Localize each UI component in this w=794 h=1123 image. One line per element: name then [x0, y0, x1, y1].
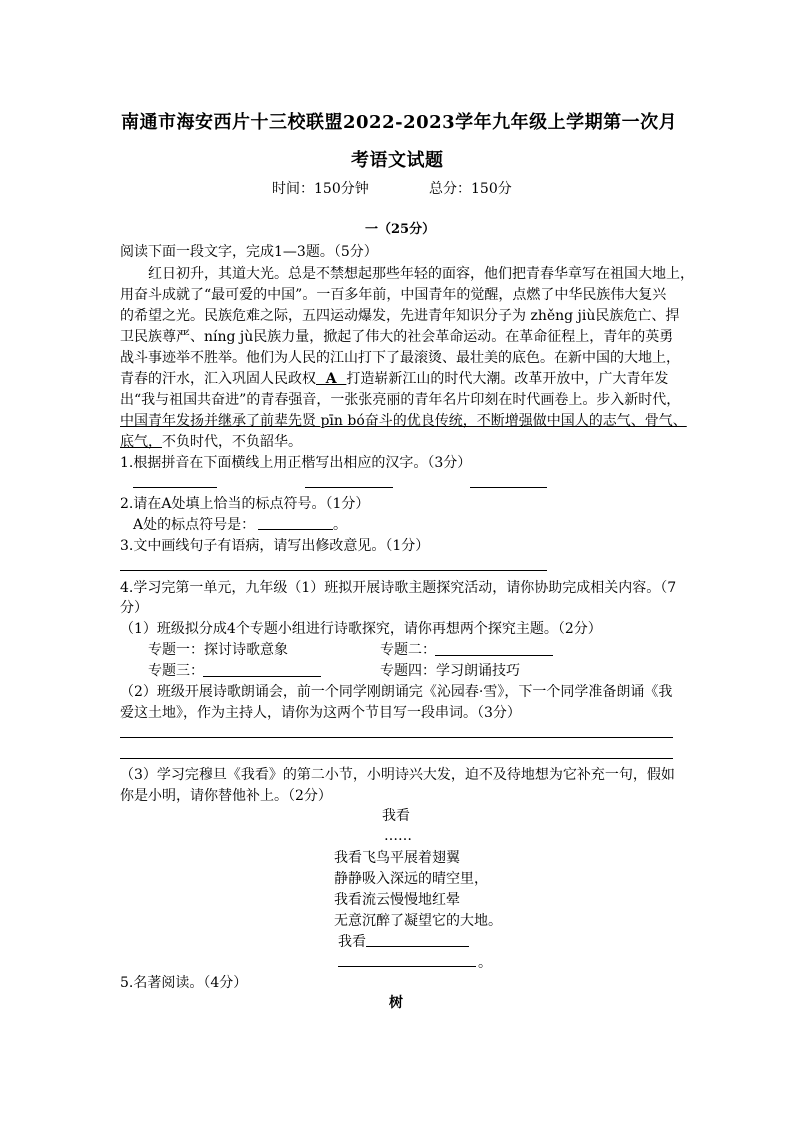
passage-line — [120, 369, 668, 389]
passage-line: 的希望之光。民族危难之际，五四运动爆发，先进青年知识分子为 zhěng jiù民族危亡、捍 — [120, 308, 680, 324]
poem-fill-blank-2[interactable] — [338, 966, 476, 967]
answer-line-q4-2b[interactable] — [120, 758, 673, 759]
answer-blank-1[interactable] — [133, 487, 217, 488]
underlined-sentence: 中国青年发扬并继承了前辈先贤 pīn bó奋斗的优良传统，不断增强做中国人的志气、骨气、 — [120, 413, 687, 429]
question-4-part2: （2）班级开展诗歌朗诵会，前一个同学刚朗诵完《沁园春·雪》，下一个同学准备朗诵《我 — [120, 684, 673, 700]
question-2: 2.请在A处填上恰当的标点符号。（1分） — [120, 496, 370, 512]
question-4-part3-cont: 你是小明，请你替他补上。（2分） — [120, 788, 332, 804]
answer-blank-a[interactable] — [258, 529, 333, 530]
passage-line: 红日初升，其道大光。总是不禁想起那些年轻的面容，他们把青春华章写在祖国大地上， — [148, 266, 694, 282]
exam-title-line1: 南通市海安西片十三校联盟2022-2023学年九年级上学期第一次月 — [121, 112, 678, 133]
answer-label-a: A处的标点符号是： — [133, 517, 256, 533]
poem-ellipsis: …… — [384, 828, 412, 844]
underlined-sentence-end: 底气， — [120, 434, 162, 450]
topic-1: 专题一：探讨诗歌意象 — [148, 642, 288, 658]
question-4-part3: （3）学习完穆旦《我看》的第二小节，小明诗兴大发，迫不及待地想为它补充一句，假如 — [120, 767, 675, 783]
question-5: 5.名著阅读。（4分） — [120, 975, 248, 991]
question-4-part2-cont: 爱这土地》，作为主持人，请你为这两个节目写一段串词。（3分） — [120, 705, 521, 721]
question-4: 4.学习完第一单元，九年级（1）班拟开展诗歌主题探究活动，请你协助完成相关内容。（7 — [120, 580, 677, 596]
topic-3-label: 专题三： — [148, 663, 204, 679]
question-4-cont: 分） — [120, 600, 148, 616]
blank-a: A — [316, 371, 347, 387]
question-4-part1: （1）班级拟分成4个专题小组进行诗歌探究，请你再想两个探究主题。（2分） — [120, 621, 602, 637]
passage-line: 战斗事迹举不胜举。他们为人民的江山打下了最滚烫、最壮美的底色。在新中国的大地上， — [120, 350, 680, 366]
answer-blank-2[interactable] — [305, 487, 393, 488]
poem-line: 静静吸入深远的晴空里， — [334, 871, 488, 887]
exam-title-line2: 考语文试题 — [351, 150, 444, 171]
section-intro: 阅读下面一段文字，完成1—3题。（5分） — [120, 244, 378, 260]
passage-line: 用奋斗成就了“最可爱的中国”。一百多年前，中国青年的觉醒，点燃了中华民族伟大复兴 — [120, 287, 667, 303]
question-3: 3.文中画线句子有语病，请写出修改意见。（1分） — [120, 538, 430, 554]
answer-line-q4-2a[interactable] — [120, 737, 673, 738]
topic-2-blank[interactable] — [435, 655, 553, 656]
topic-2-label: 专题二： — [380, 642, 436, 658]
passage-line: 卫民族尊严、níng jù民族力量，掀起了伟大的社会革命运动。在革命征程上，青年的英勇 — [120, 329, 674, 345]
question-1: 1.根据拼音在下面横线上用正楷写出相应的汉字。（3分） — [120, 455, 472, 471]
passage-line — [120, 432, 302, 452]
passage-text: 青春的汗水，汇入巩固人民政权 — [120, 371, 316, 387]
answer-blank-3[interactable] — [470, 487, 547, 488]
poem-fill-end: 。 — [478, 955, 492, 971]
section-heading: 一（25分） — [365, 222, 436, 237]
topic-3-blank[interactable] — [203, 676, 321, 677]
exam-time: 时间：150分钟 — [272, 181, 369, 197]
answer-line-q3[interactable] — [120, 570, 547, 571]
poem-line: 我看飞鸟平展着翅翼 — [334, 850, 460, 866]
poem-line: 我看流云慢慢地红晕 — [334, 892, 460, 908]
exam-total-score: 总分：150分 — [429, 181, 512, 197]
topic-4: 专题四：学习朗诵技巧 — [380, 663, 520, 679]
answer-end-mark: 。 — [333, 517, 347, 533]
poem-fill-prefix: 我看 — [338, 934, 366, 950]
poem-fill-blank-1[interactable] — [366, 946, 469, 947]
passage-text: 打造崭新江山的时代大潮。改革开放中，广大青年发 — [346, 371, 669, 387]
reading-subtitle: 树 — [389, 995, 403, 1011]
poem-line: 无意沉醉了凝望它的大地。 — [334, 913, 502, 929]
poem-title: 我看 — [382, 808, 410, 824]
passage-line: 出“我与祖国共奋进”的青春强音，一张张亮丽的青年名片印刻在时代画卷上。步入新时代， — [120, 392, 681, 408]
passage-text: 不负时代，不负韶华。 — [162, 434, 302, 450]
